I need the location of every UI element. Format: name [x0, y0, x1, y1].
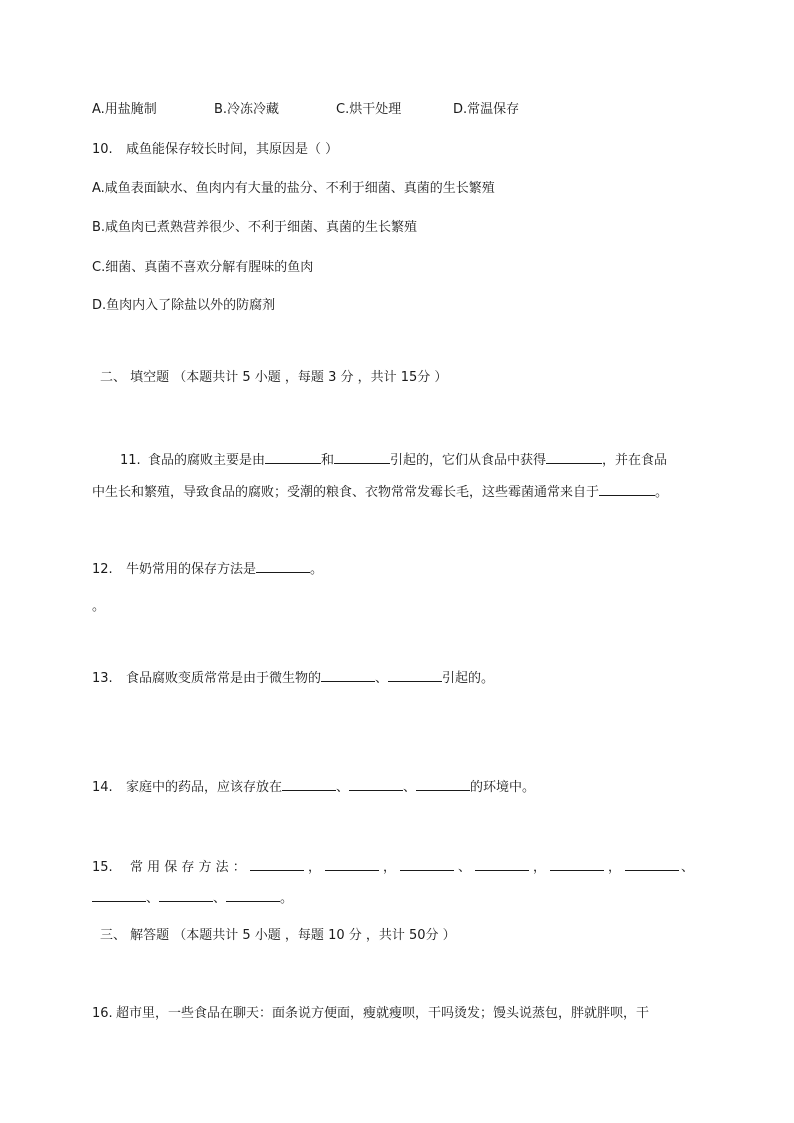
q11-part4: ，并在食品 [602, 453, 668, 468]
q15-blank-8[interactable] [159, 887, 213, 902]
q10-option-d: D.鱼肉内入了除盐以外的防腐剂 [92, 298, 276, 313]
q13-blank-2[interactable] [388, 667, 442, 682]
q15-sep-6: 、 [681, 860, 695, 875]
q11-blank-4[interactable] [599, 481, 655, 496]
q14-blank-3[interactable] [416, 776, 470, 791]
q15-end: 。 [280, 891, 294, 906]
q9-option-d: D.常温保存 [453, 102, 520, 117]
q11-part3: 引起的，它们从食品中获得 [390, 453, 547, 468]
q16-number: 16. [92, 1006, 113, 1021]
q10-option-a: A.咸鱼表面缺水、鱼肉内有大量的盐分、不利于细菌、真菌的生长繁殖 [92, 181, 495, 196]
q13-line [92, 667, 494, 689]
q10-option-b: B.咸鱼肉已煮熟营养很少、不利于细菌、真菌的生长繁殖 [92, 220, 418, 235]
q13-blank-1[interactable] [321, 667, 375, 682]
q15-sep-2: ， [382, 860, 396, 875]
q14-text: 家庭中的药品，应该存放在 [126, 780, 283, 795]
q14-line [92, 776, 535, 798]
q15-blank-1[interactable] [250, 856, 304, 871]
q11-number: 11. [120, 453, 141, 468]
q15-sep-3: 、 [457, 860, 471, 875]
q13-sep: 、 [375, 671, 389, 686]
q9-options [92, 100, 519, 120]
q9-option-c: C.烘干处理 [336, 102, 402, 117]
q15-sep-5: ， [608, 860, 622, 875]
q15-blank-5[interactable] [550, 856, 604, 871]
q13-end: 引起的。 [442, 671, 495, 686]
q11-line-2 [92, 481, 668, 503]
q16-line [92, 1004, 649, 1024]
q10-stem-text: 咸鱼能保存较长时间，其原因是（ ） [126, 142, 339, 157]
q11-blank-3[interactable] [546, 449, 602, 464]
q15-text: 常 用 保 存 方 法 ： [130, 860, 246, 875]
q10-stem [92, 140, 338, 160]
q15-sep-7: 、 [146, 891, 160, 906]
q14-blank-1[interactable] [282, 776, 336, 791]
q14-sep-1: 、 [336, 780, 350, 795]
q15-blank-4[interactable] [475, 856, 529, 871]
q12-text: 牛奶常用的保存方法是 [126, 562, 257, 577]
q11-part2: 和 [321, 453, 335, 468]
q11-part6: 。 [655, 485, 669, 500]
q11-line-1 [120, 449, 667, 471]
q12-end: 。 [310, 562, 324, 577]
q12-extra: 。 [92, 599, 106, 614]
q12-blank-1[interactable] [256, 558, 310, 573]
q15-sep-4: ， [532, 860, 546, 875]
q15-blank-3[interactable] [400, 856, 454, 871]
q15-blank-7[interactable] [92, 887, 146, 902]
q9-option-b: B.冷冻冷藏 [214, 102, 280, 117]
q15-line-1 [92, 856, 696, 878]
q11-part1: 食品的腐败主要是由 [148, 453, 266, 468]
q13-text: 食品腐败变质常常是由于微生物的 [126, 671, 322, 686]
q11-blank-2[interactable] [334, 449, 390, 464]
q10-option-c: C.细菌、真菌不喜欢分解有腥味的鱼肉 [92, 260, 314, 275]
q11-part5: 中生长和繁殖，导致食品的腐败；受潮的粮食、衣物常常发霉长毛，这些霉菌通常来自于 [92, 485, 600, 500]
q15-blank-2[interactable] [325, 856, 379, 871]
q12-number: 12. [92, 562, 113, 577]
q9-option-a: A.用盐腌制 [92, 102, 157, 117]
q15-sep-8: 、 [213, 891, 227, 906]
q14-number: 14. [92, 780, 113, 795]
q16-text: 超市里，一些食品在聊天：面条说方便面，瘦就瘦呗，干吗烫发；馒头说蒸包，胖就胖呗，干 [116, 1006, 650, 1021]
q15-sep-1: ， [307, 860, 321, 875]
q14-sep-2: 、 [403, 780, 417, 795]
q15-line-2 [92, 887, 293, 909]
q15-number: 15. [92, 860, 113, 875]
section-2-title: 二、 填空题 （本题共计 5 小题 ，每题 3 分 ，共计 15分 ） [100, 370, 448, 385]
q11-blank-1[interactable] [265, 449, 321, 464]
q15-blank-6[interactable] [625, 856, 679, 871]
q14-blank-2[interactable] [349, 776, 403, 791]
section-3-title: 三、 解答题 （本题共计 5 小题 ，每题 10 分 ，共计 50分 ） [100, 928, 456, 943]
q13-number: 13. [92, 671, 113, 686]
q15-blank-9[interactable] [226, 887, 280, 902]
q12-line [92, 558, 323, 580]
q10-number: 10. [92, 142, 113, 157]
q14-end: 的环境中。 [470, 780, 536, 795]
